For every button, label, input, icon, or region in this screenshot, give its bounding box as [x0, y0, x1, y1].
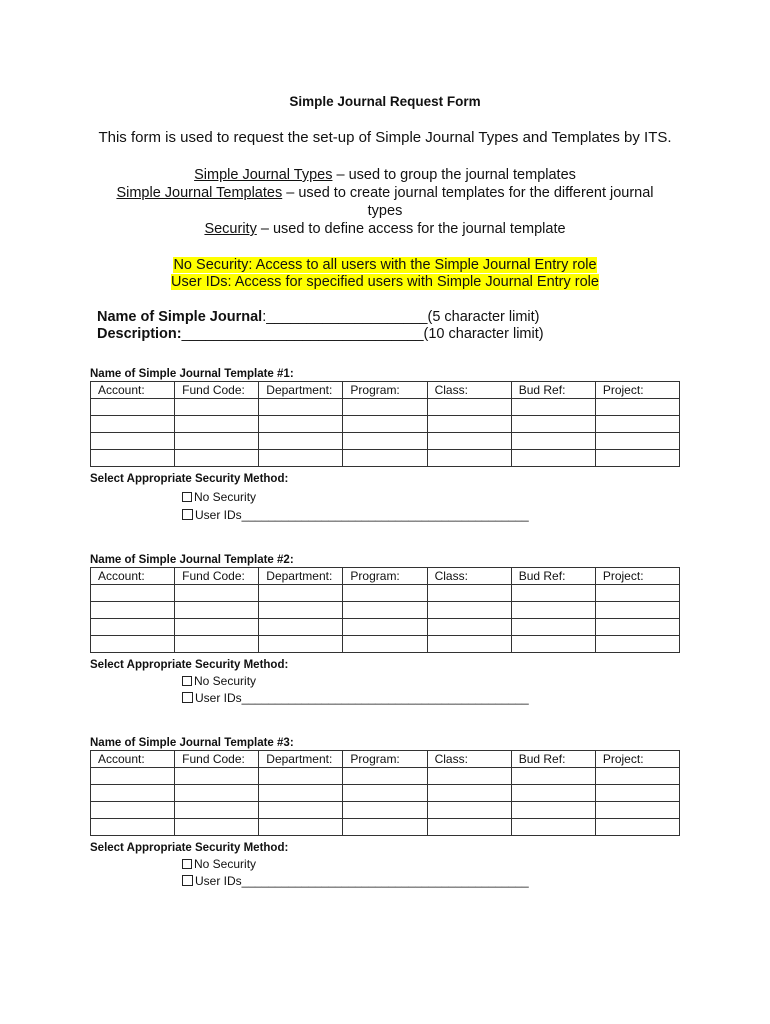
journal-description-field[interactable]: [97, 326, 544, 342]
definition-text: – used to create journal templates for the different journal types: [282, 185, 654, 219]
security-method-label-2: Select Appropriate Security Method:: [90, 659, 289, 671]
table-row[interactable]: [91, 619, 680, 636]
definition-templates: [100, 184, 670, 220]
security-note-2: User IDs: Access for specified users with Simple Journal Entry role: [171, 274, 599, 290]
table-header-row: [91, 751, 680, 768]
definition-term: Security: [204, 221, 257, 237]
table-row[interactable]: [91, 802, 680, 819]
user-ids-input-line[interactable]: ___________________________________________: [241, 508, 529, 522]
column-header: Bud Ref:: [511, 568, 595, 585]
security-note-1: No Security: Access to all users with the Simple Journal Entry role: [173, 257, 597, 273]
journal-name-line[interactable]: :____________________(5 character limit): [262, 309, 540, 325]
column-header: Project:: [595, 568, 679, 585]
column-header: Program:: [343, 751, 427, 768]
user-ids-option-3[interactable]: [182, 874, 529, 888]
column-header: Class:: [427, 382, 511, 399]
journal-name-field[interactable]: [97, 309, 540, 325]
column-header: Program:: [343, 382, 427, 399]
definition-term: Simple Journal Types: [194, 167, 333, 183]
table-row[interactable]: [91, 768, 680, 785]
no-security-option-2[interactable]: [182, 674, 256, 688]
user-ids-option-2[interactable]: [182, 691, 529, 705]
user-ids-input-line[interactable]: ___________________________________________: [241, 691, 529, 705]
column-header: Bud Ref:: [511, 382, 595, 399]
column-header: Account:: [91, 382, 175, 399]
column-header: Bud Ref:: [511, 751, 595, 768]
checkbox[interactable]: [182, 692, 193, 703]
column-header: Department:: [259, 382, 343, 399]
table-row[interactable]: [91, 399, 680, 416]
user-ids-label: User IDs: [195, 874, 242, 888]
security-method-label-1: Select Appropriate Security Method:: [90, 473, 289, 485]
template-1-table: [90, 381, 680, 467]
column-header: Department:: [259, 751, 343, 768]
checkbox[interactable]: [182, 859, 192, 869]
no-security-label: No Security: [194, 857, 257, 871]
checkbox[interactable]: [182, 875, 193, 886]
definition-types: [0, 166, 770, 184]
user-ids-input-line[interactable]: ___________________________________________: [241, 874, 529, 888]
checkbox[interactable]: [182, 509, 193, 520]
no-security-label: No Security: [194, 674, 257, 688]
column-header: Project:: [595, 382, 679, 399]
definition-security: [0, 220, 770, 238]
table-row[interactable]: [91, 602, 680, 619]
table-row[interactable]: [91, 450, 680, 467]
column-header: Fund Code:: [175, 382, 259, 399]
intro-text: This form is used to request the set-up of Simple Journal Types and Templates by ITS.: [98, 129, 672, 146]
no-security-label: No Security: [194, 490, 257, 504]
column-header: Fund Code:: [175, 568, 259, 585]
journal-description-line[interactable]: ______________________________(10 character limit): [181, 326, 544, 342]
column-header: Account:: [91, 568, 175, 585]
column-header: Class:: [427, 751, 511, 768]
journal-description-label: Description:: [97, 326, 182, 342]
column-header: Department:: [259, 568, 343, 585]
user-ids-option-1[interactable]: [182, 508, 529, 522]
definition-term: Simple Journal Templates: [116, 185, 283, 201]
template-3-title: Name of Simple Journal Template #3:: [90, 737, 294, 749]
table-header-row: [91, 568, 680, 585]
table-row[interactable]: [91, 416, 680, 433]
user-ids-label: User IDs: [195, 508, 242, 522]
table-row[interactable]: [91, 785, 680, 802]
journal-name-label: Name of Simple Journal: [97, 309, 263, 325]
table-row[interactable]: [91, 585, 680, 602]
column-header: Project:: [595, 751, 679, 768]
template-1-title: Name of Simple Journal Template #1:: [90, 368, 294, 380]
table-row[interactable]: [91, 433, 680, 450]
table-header-row: [91, 382, 680, 399]
template-2-table: [90, 567, 680, 653]
checkbox[interactable]: [182, 676, 192, 686]
definition-text: – used to group the journal templates: [332, 167, 576, 183]
template-2-title: Name of Simple Journal Template #2:: [90, 554, 294, 566]
column-header: Account:: [91, 751, 175, 768]
column-header: Fund Code:: [175, 751, 259, 768]
table-row[interactable]: [91, 819, 680, 836]
template-3-table: [90, 750, 680, 836]
no-security-option-1[interactable]: [182, 490, 256, 504]
definition-text: – used to define access for the journal template: [256, 221, 566, 237]
page-title: Simple Journal Request Form: [289, 94, 481, 109]
security-method-label-3: Select Appropriate Security Method:: [90, 842, 289, 854]
table-row[interactable]: [91, 636, 680, 653]
no-security-option-3[interactable]: [182, 857, 256, 871]
checkbox[interactable]: [182, 492, 192, 502]
column-header: Class:: [427, 568, 511, 585]
column-header: Program:: [343, 568, 427, 585]
user-ids-label: User IDs: [195, 691, 242, 705]
